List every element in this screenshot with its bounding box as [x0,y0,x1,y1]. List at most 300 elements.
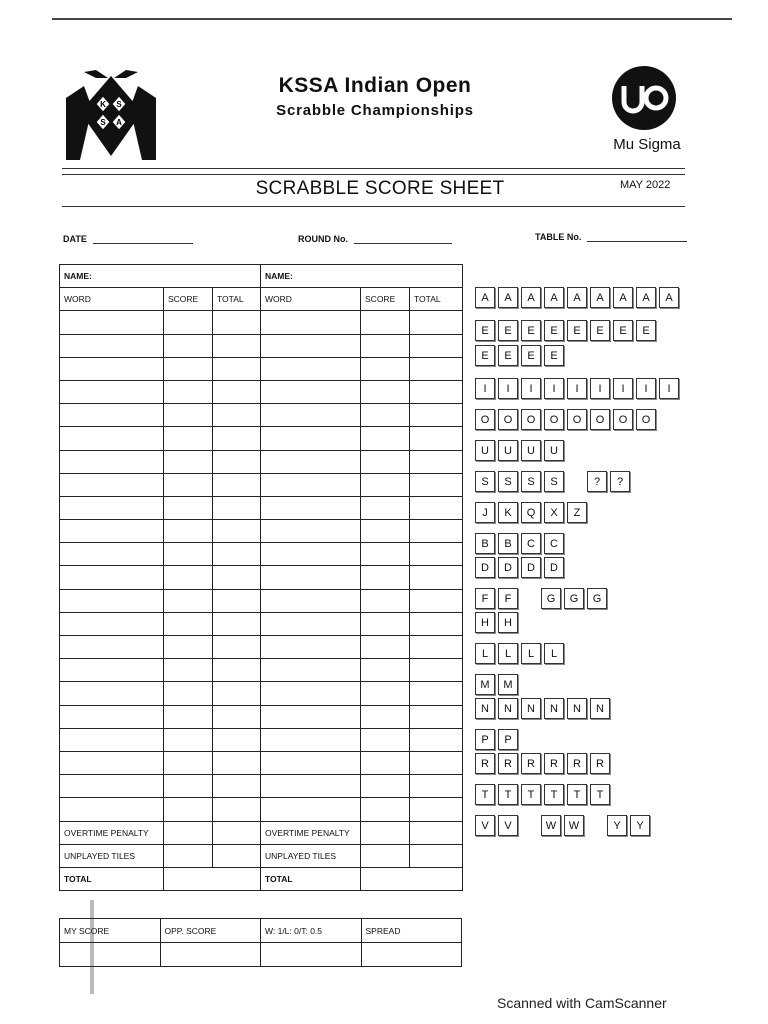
tile[interactable]: N [544,698,564,719]
tile-group [475,471,564,492]
score-cell-1[interactable] [164,311,213,334]
tile-row [475,320,690,366]
my-score-label: MY SCORE [60,919,161,943]
total-cell-2[interactable] [410,380,463,403]
total-cell-1[interactable] [213,311,261,334]
word-cell-1[interactable] [60,473,164,496]
score-cell-2[interactable] [361,404,410,427]
score-cell-1[interactable] [164,404,213,427]
total-value-1[interactable] [164,867,261,890]
unplayed-label-2: UNPLAYED TILES [261,844,361,867]
score-cell-2[interactable] [361,798,410,821]
score-cell-2[interactable] [361,520,410,543]
tile[interactable]: L [521,643,541,664]
tile[interactable]: I [659,378,679,399]
name-row [60,265,463,288]
total-cell-1[interactable] [213,636,261,659]
sponsor-name: Mu Sigma [613,136,681,153]
score-cell-1[interactable] [164,728,213,751]
tile[interactable]: A [613,287,633,308]
score-cell-2[interactable] [361,636,410,659]
score-cell-2[interactable] [361,751,410,774]
overtime-total-1[interactable] [213,821,261,844]
score-cell-1[interactable] [164,589,213,612]
word-cell-2[interactable] [261,473,361,496]
total-cell-2[interactable] [410,751,463,774]
score-cell-1[interactable] [164,566,213,589]
word-cell-1[interactable] [60,705,164,728]
total-cell-2[interactable] [410,496,463,519]
opp-score-value[interactable] [160,943,261,967]
scanner-watermark: Scanned with CamScanner [497,995,667,1011]
tile[interactable]: ? [610,471,630,492]
score-cell-2[interactable] [361,775,410,798]
word-cell-2[interactable] [261,543,361,566]
total-cell-1[interactable] [213,798,261,821]
wlt-value[interactable] [261,943,362,967]
tile[interactable]: D [544,557,564,578]
round-label: ROUND No. [298,234,348,244]
word-cell-2[interactable] [261,357,361,380]
overtime-total-2[interactable] [410,821,463,844]
score-cell-2[interactable] [361,659,410,682]
tile[interactable]: M [498,674,518,695]
word-cell-2[interactable] [261,380,361,403]
word-cell-1[interactable] [60,380,164,403]
tile[interactable]: E [521,320,541,341]
tile-row [475,729,690,774]
word-cell-2[interactable] [261,566,361,589]
total-cell-2[interactable] [410,612,463,635]
tile[interactable]: E [475,345,495,366]
word-cell-1[interactable] [60,775,164,798]
score-cell-2[interactable] [361,496,410,519]
tile[interactable]: I [521,378,541,399]
total-cell-2[interactable] [410,450,463,473]
date-field[interactable] [63,234,193,244]
tile[interactable]: N [475,698,495,719]
tile[interactable]: D [475,557,495,578]
tile[interactable]: I [590,378,610,399]
score-cell-1[interactable] [164,334,213,357]
summary-value-row [60,943,462,967]
tile[interactable]: B [498,533,518,554]
score-cell-1[interactable] [164,659,213,682]
total-cell-1[interactable] [213,357,261,380]
word-cell-2[interactable] [261,404,361,427]
score-cell-2[interactable] [361,450,410,473]
tile[interactable]: T [521,784,541,805]
move-row [60,705,463,728]
move-row [60,473,463,496]
tile[interactable]: H [475,612,495,633]
score-cell-2[interactable] [361,589,410,612]
score-cell-1[interactable] [164,496,213,519]
score-cell-2[interactable] [361,473,410,496]
score-cell-1[interactable] [164,543,213,566]
tile[interactable]: V [498,815,518,836]
word-cell-1[interactable] [60,427,164,450]
tile[interactable]: O [498,409,518,430]
total-cell-1[interactable] [213,404,261,427]
tile[interactable]: J [475,502,495,523]
word-cell-1[interactable] [60,334,164,357]
word-cell-2[interactable] [261,520,361,543]
unplayed-score-1[interactable] [164,844,213,867]
move-row [60,682,463,705]
tile[interactable]: T [498,784,518,805]
tile[interactable]: E [544,320,564,341]
tile[interactable]: T [544,784,564,805]
word-cell-1[interactable] [60,798,164,821]
tile-row [475,440,690,461]
score-cell-2[interactable] [361,543,410,566]
score-cell-1[interactable] [164,751,213,774]
total-cell-2[interactable] [410,682,463,705]
tile-group [475,588,518,609]
unplayed-label-1: UNPLAYED TILES [60,844,164,867]
tile[interactable]: I [498,378,518,399]
tile[interactable]: E [475,320,495,341]
tile[interactable]: U [475,440,495,461]
col-score-2: SCORE [361,288,410,311]
score-cell-1[interactable] [164,450,213,473]
tile[interactable]: P [498,729,518,750]
tile[interactable]: W [541,815,561,836]
word-cell-2[interactable] [261,775,361,798]
tile[interactable]: I [636,378,656,399]
total-cell-1[interactable] [213,589,261,612]
word-cell-2[interactable] [261,496,361,519]
total-cell-2[interactable] [410,636,463,659]
score-cell-1[interactable] [164,520,213,543]
tile[interactable]: Y [630,815,650,836]
word-cell-1[interactable] [60,659,164,682]
score-cell-2[interactable] [361,705,410,728]
score-cell-2[interactable] [361,728,410,751]
tile[interactable]: A [544,287,564,308]
tile[interactable]: N [567,698,587,719]
total-cell-2[interactable] [410,357,463,380]
word-cell-1[interactable] [60,520,164,543]
tile[interactable]: M [475,674,495,695]
tile[interactable]: D [498,557,518,578]
tile[interactable]: O [590,409,610,430]
total-cell-2[interactable] [410,427,463,450]
score-cell-1[interactable] [164,682,213,705]
tile[interactable]: A [521,287,541,308]
tile[interactable]: U [544,440,564,461]
tile-row [475,533,690,578]
score-cell-2[interactable] [361,682,410,705]
logo-letter-s2: S [100,118,106,127]
tile-group [475,409,656,430]
spread-value[interactable] [361,943,462,967]
header-rule-top [62,168,685,169]
tile-group [475,643,564,664]
move-row [60,612,463,635]
tile[interactable]: A [636,287,656,308]
tile-group [475,698,610,719]
tile[interactable]: E [498,320,518,341]
word-cell-2[interactable] [261,751,361,774]
tile[interactable]: B [475,533,495,554]
tile[interactable]: O [613,409,633,430]
score-cell-1[interactable] [164,798,213,821]
col-total-2: TOTAL [410,288,463,311]
word-cell-1[interactable] [60,311,164,334]
score-cell-1[interactable] [164,357,213,380]
word-cell-1[interactable] [60,543,164,566]
tile[interactable]: E [613,320,633,341]
word-cell-1[interactable] [60,357,164,380]
score-cell-2[interactable] [361,357,410,380]
tile[interactable]: A [659,287,679,308]
tile-group [475,320,670,366]
tile[interactable]: K [498,502,518,523]
my-score-value[interactable] [60,943,161,967]
tile[interactable]: I [613,378,633,399]
player1-name-cell[interactable]: NAME: [60,265,261,288]
tile[interactable]: E [521,345,541,366]
player2-name-cell[interactable]: NAME: [261,265,463,288]
tile[interactable]: C [521,533,541,554]
total-cell-2[interactable] [410,473,463,496]
tile[interactable]: Q [521,502,541,523]
tile[interactable]: E [544,345,564,366]
total-cell-2[interactable] [410,520,463,543]
move-row [60,566,463,589]
word-cell-1[interactable] [60,566,164,589]
word-cell-1[interactable] [60,612,164,635]
opp-score-label: OPP. SCORE [160,919,261,943]
tile[interactable]: G [564,588,584,609]
word-cell-1[interactable] [60,496,164,519]
tile[interactable]: A [498,287,518,308]
word-cell-1[interactable] [60,636,164,659]
tile[interactable]: V [475,815,495,836]
tile[interactable]: N [590,698,610,719]
tile[interactable]: S [521,471,541,492]
tile[interactable]: T [567,784,587,805]
tile[interactable]: L [544,643,564,664]
score-cell-2[interactable] [361,566,410,589]
tile[interactable]: D [521,557,541,578]
tile[interactable]: R [567,753,587,774]
tile[interactable]: N [521,698,541,719]
tile[interactable]: R [475,753,495,774]
total-cell-2[interactable] [410,775,463,798]
total-cell-1[interactable] [213,705,261,728]
score-cell-2[interactable] [361,427,410,450]
tile[interactable]: S [544,471,564,492]
word-cell-2[interactable] [261,659,361,682]
total-cell-1[interactable] [213,751,261,774]
total-cell-1[interactable] [213,427,261,450]
overtime-score-2[interactable] [361,821,410,844]
date-line[interactable] [93,243,193,244]
total-cell-1[interactable] [213,380,261,403]
total-cell-1[interactable] [213,473,261,496]
tile[interactable]: I [567,378,587,399]
tile[interactable]: H [498,612,518,633]
tile[interactable]: S [498,471,518,492]
total-cell-1[interactable] [213,612,261,635]
tile[interactable]: A [475,287,495,308]
tile-group [475,287,679,308]
overtime-score-1[interactable] [164,821,213,844]
word-cell-2[interactable] [261,728,361,751]
total-label-2: TOTAL [261,867,361,890]
tile[interactable]: O [544,409,564,430]
unplayed-score-2[interactable] [361,844,410,867]
word-cell-2[interactable] [261,612,361,635]
tile[interactable]: O [475,409,495,430]
score-cell-1[interactable] [164,636,213,659]
total-cell-2[interactable] [410,311,463,334]
word-cell-2[interactable] [261,450,361,473]
move-row [60,775,463,798]
tile[interactable]: I [544,378,564,399]
word-cell-2[interactable] [261,798,361,821]
tile[interactable]: P [475,729,495,750]
tile[interactable]: R [521,753,541,774]
total-cell-1[interactable] [213,728,261,751]
tile[interactable]: E [636,320,656,341]
move-row [60,659,463,682]
tile[interactable]: E [498,345,518,366]
total-cell-2[interactable] [410,566,463,589]
score-cell-2[interactable] [361,334,410,357]
table-line[interactable] [587,241,687,242]
total-cell-1[interactable] [213,520,261,543]
tile[interactable]: ? [587,471,607,492]
score-cell-2[interactable] [361,612,410,635]
tile[interactable]: N [498,698,518,719]
tile[interactable]: L [498,643,518,664]
word-cell-1[interactable] [60,682,164,705]
tile[interactable]: I [475,378,495,399]
tile[interactable]: Y [607,815,627,836]
event-subtitle: Scrabble Championships [276,102,474,119]
tile[interactable]: G [541,588,561,609]
move-row [60,357,463,380]
word-cell-1[interactable] [60,751,164,774]
tile-row [475,674,690,719]
score-cell-1[interactable] [164,612,213,635]
tile[interactable]: R [590,753,610,774]
word-cell-2[interactable] [261,705,361,728]
word-cell-2[interactable] [261,427,361,450]
total-cell-1[interactable] [213,496,261,519]
total-cell-1[interactable] [213,334,261,357]
table-field[interactable] [535,232,687,242]
word-cell-2[interactable] [261,682,361,705]
tile[interactable]: S [475,471,495,492]
score-cell-1[interactable] [164,380,213,403]
round-line[interactable] [354,243,452,244]
tile[interactable]: Z [567,502,587,523]
total-cell-1[interactable] [213,775,261,798]
col-score-1: SCORE [164,288,213,311]
tile[interactable]: A [567,287,587,308]
word-cell-1[interactable] [60,728,164,751]
tile[interactable]: R [544,753,564,774]
total-cell-1[interactable] [213,450,261,473]
tile[interactable]: A [590,287,610,308]
tile[interactable]: T [475,784,495,805]
total-cell-2[interactable] [410,334,463,357]
tile-group [541,815,584,836]
total-cell-2[interactable] [410,659,463,682]
total-cell-2[interactable] [410,705,463,728]
total-cell-2[interactable] [410,404,463,427]
total-cell-2[interactable] [410,589,463,612]
score-cell-2[interactable] [361,311,410,334]
unplayed-total-2[interactable] [410,844,463,867]
tile[interactable]: O [521,409,541,430]
move-row [60,751,463,774]
total-cell-1[interactable] [213,543,261,566]
tile-group [475,378,679,399]
header-rule-2 [62,174,685,175]
tile[interactable]: O [567,409,587,430]
word-cell-2[interactable] [261,636,361,659]
tile[interactable]: G [587,588,607,609]
total-cell-1[interactable] [213,659,261,682]
tile-row [475,502,690,523]
tile[interactable]: U [498,440,518,461]
score-cell-1[interactable] [164,705,213,728]
tile[interactable]: T [590,784,610,805]
move-row [60,520,463,543]
move-row [60,427,463,450]
tile[interactable]: F [475,588,495,609]
word-cell-1[interactable] [60,589,164,612]
round-field[interactable] [298,234,452,244]
score-cell-1[interactable] [164,427,213,450]
score-cell-1[interactable] [164,775,213,798]
word-cell-1[interactable] [60,450,164,473]
tile[interactable]: C [544,533,564,554]
tile[interactable]: R [498,753,518,774]
total-cell-2[interactable] [410,728,463,751]
tile[interactable]: E [590,320,610,341]
tile[interactable]: U [521,440,541,461]
total-cell-1[interactable] [213,566,261,589]
total-cell-2[interactable] [410,543,463,566]
word-cell-1[interactable] [60,404,164,427]
word-cell-2[interactable] [261,589,361,612]
unplayed-total-1[interactable] [213,844,261,867]
mu-sigma-logo-icon [610,64,678,132]
header-row [60,288,463,311]
total-cell-1[interactable] [213,682,261,705]
word-cell-2[interactable] [261,334,361,357]
tile[interactable]: E [567,320,587,341]
tile[interactable]: X [544,502,564,523]
tile[interactable]: L [475,643,495,664]
total-value-2[interactable] [361,867,463,890]
score-cell-2[interactable] [361,380,410,403]
score-cell-1[interactable] [164,473,213,496]
total-cell-2[interactable] [410,798,463,821]
word-cell-2[interactable] [261,311,361,334]
tile[interactable]: O [636,409,656,430]
col-total-1: TOTAL [213,288,261,311]
tile[interactable]: W [564,815,584,836]
tile[interactable]: F [498,588,518,609]
